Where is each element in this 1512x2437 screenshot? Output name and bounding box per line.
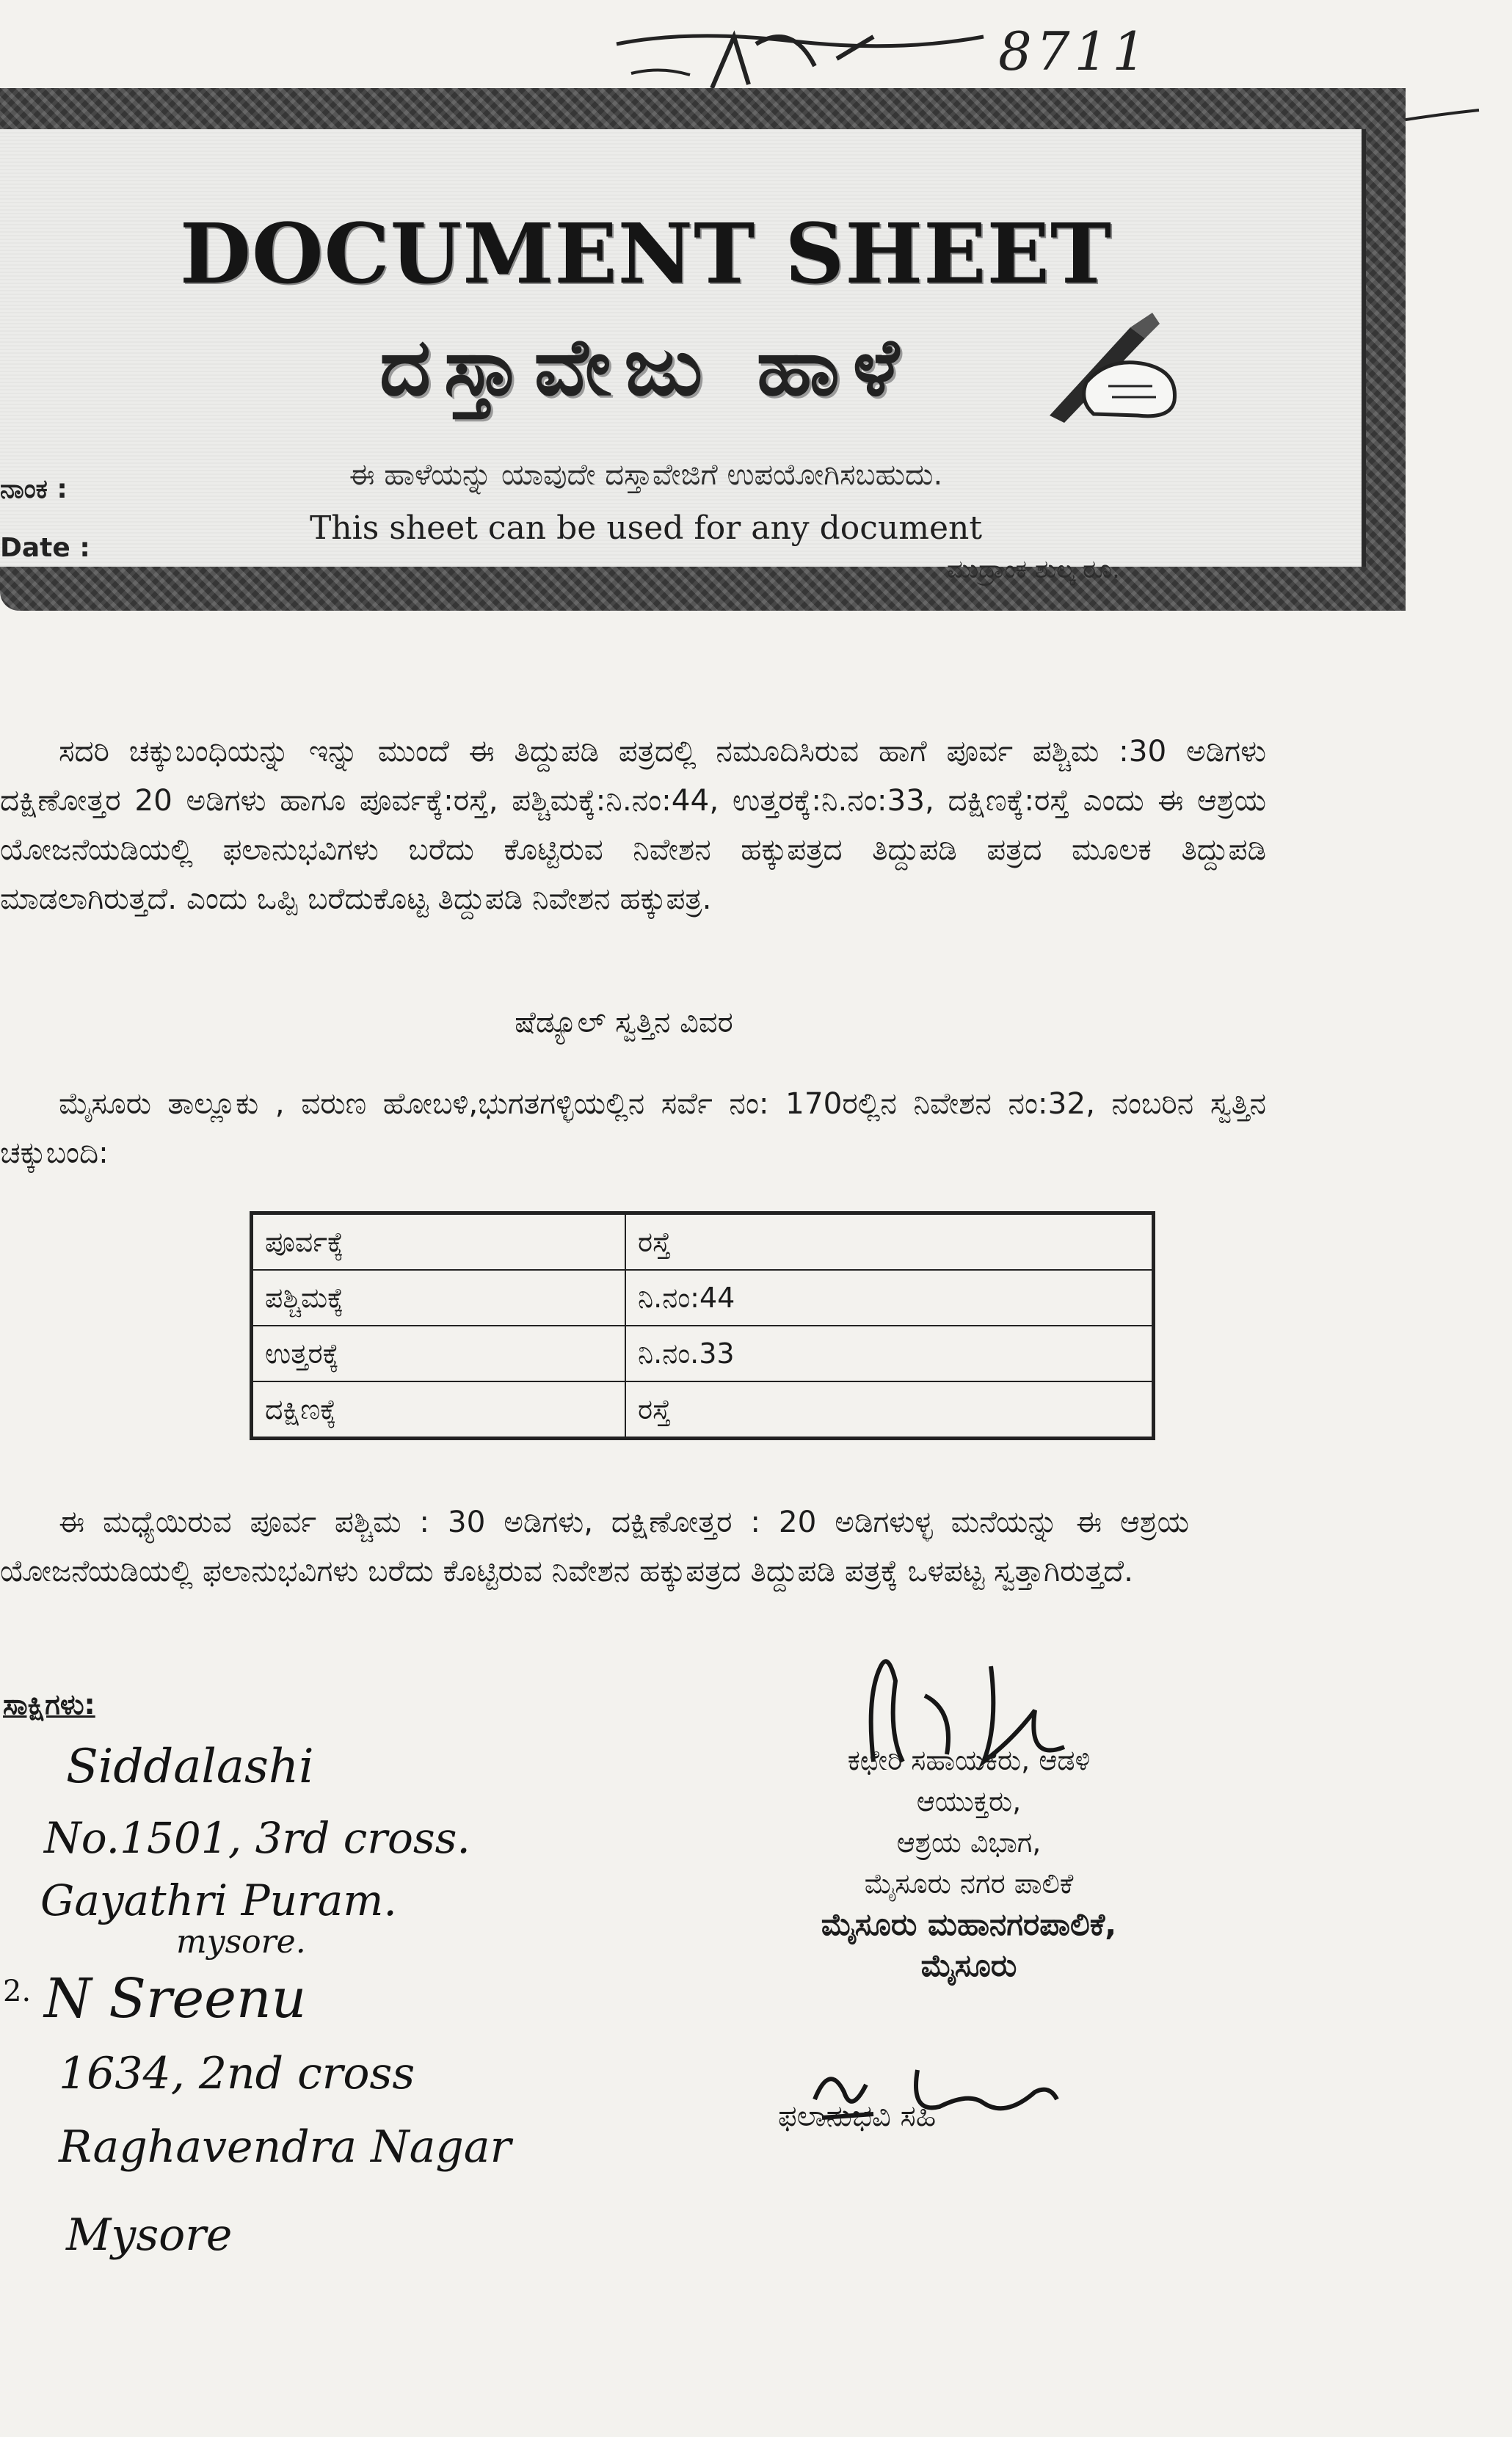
witnesses-title: ಸಾಕ್ಷಿಗಳು: [3, 1688, 95, 1721]
witness2-number: 2. [3, 1975, 32, 2008]
officer-line: ಮೈಸೂರು ನಗರ ಪಾಲಿಕೆ [864, 1867, 1074, 1900]
paragraph-property-location: ಮೈಸೂರು ತಾಲ್ಲೂಕು , ವರುಣ ಹೋಬಳಿ,ಭುಗತಗಳ್ಳಿಯಲ್ಲಿನ ಸರ್ವೆ ನಂ: 170ರಲ್ಲಿನ ನಿವೇಶನ ನಂ:32, ನಂಬರಿನ ಸ್ವತ್ತಿನ ಚಕ್ಕುಬಂದಿ: [0, 1086, 1266, 1170]
boundary-value: ನಿ.ನಂ.33 [625, 1326, 1152, 1381]
banner-note-english: This sheet can be used for any document [309, 509, 983, 547]
witness2-address-line: Raghavendra Nagar [59, 2121, 512, 2173]
date-label-kannada: ನಾಂಕ : [0, 474, 68, 504]
table-row [252, 1270, 1152, 1326]
boundary-direction: ಪಶ್ಚಿಮಕ್ಕೆ [252, 1270, 625, 1326]
witness1-address-line: Gayathri Puram. [40, 1875, 397, 1925]
boundary-direction: ಉತ್ತರಕ್ಕೆ [252, 1326, 625, 1381]
officer-line: ಕಛೇರಿ ಸಹಾಯಕರು, ಆಡಳಿ [847, 1744, 1091, 1776]
officer-line: ಮೈಸೂರು ಮಹಾನಗರಪಾಲಿಕೆ, [821, 1906, 1117, 1942]
table-row [252, 1326, 1152, 1381]
beneficiary-signature-label: ಫಲಾನುಭವಿ ಸಹಿ [778, 2099, 937, 2133]
boundary-direction: ದಕ್ಷಿಣಕ್ಕೆ [252, 1381, 625, 1437]
table-row [252, 1214, 1152, 1270]
paragraph-correction: ಸದರಿ ಚಕ್ಕುಬಂಧಿಯನ್ನು ಇನ್ನು ಮುಂದೆ ಈ ತಿದ್ದುಪಡಿ ಪತ್ರದಲ್ಲಿ ನಮೂದಿಸಿರುವ ಹಾಗೆ ಪೂರ್ವ ಪಶ್ಚಿಮ :30 ಅಡಿಗಳು ದಕ್ಷಿಣೋತ್ತರ 20 ಅಡಿಗಳು ಹಾಗೂ ಪೂರ್ವಕ್ಕೆ:ರಸ್ತೆ, ಪಶ್ಚಿಮಕ್ಕೆ:ನಿ.ನಂ:44, ಉತ್ತರಕ್ಕೆ:ನಿ.ನಂ:33, ದಕ್ಷಿಣಕ್ಕೆ:ರಸ್ತೆ ಎಂದು ಈ ಆಶ್ರಯ ಯೋಜನೆಯಡಿಯಲ್ಲಿ ಫಲಾನುಭವಿಗಳು ಬರೆದು ಕೊಟ್ಟಿರುವ ನಿವೇಶನ ಹಕ್ಕುಪತ್ರದ ತಿದ್ದುಪಡಿ ಪತ್ರದ ಮೂಲಕ ತಿದ್ದುಪಡಿ ಮಾಡಲಾಗಿರುತ್ತದೆ. ಎಂದು ಒಪ್ಪಿ ಬರೆದುಕೊಟ್ಟ ತಿದ್ದುಪಡಿ ನಿವೇಶನ ಹಕ್ಕುಪತ್ರ. [0, 733, 1266, 916]
boundary-value: ರಸ್ತೆ [625, 1381, 1152, 1437]
document-sheet-banner [0, 88, 1406, 611]
witness1-address-line: mysore. [176, 1923, 306, 1961]
officer-line: ಮೈಸೂರು [920, 1947, 1017, 1983]
schedule-heading: ಷೆಡ್ಯೂಲ್ ಸ್ವತ್ತಿನ ವಿವರ [515, 1006, 733, 1039]
pen-in-hand-icon [1042, 313, 1182, 423]
paragraph-property-summary: ಈ ಮಧ್ಯೆಯಿರುವ ಪೂರ್ವ ಪಶ್ಚಿಮ : 30 ಅಡಿಗಳು, ದಕ್ಷಿಣೋತ್ತರ : 20 ಅಡಿಗಳುಳ್ಳ ಮನೆಯನ್ನು ಈ ಆಶ್ರಯ ಯೋಜನೆಯಡಿಯಲ್ಲಿ ಫಲಾನುಭವಿಗಳು ಬರೆದು ಕೊಟ್ಟಿರುವ ನಿವೇಶನ ಹಕ್ಕುಪತ್ರದ ತಿದ್ದುಪಡಿ ಪತ್ರಕ್ಕೆ ಒಳಪಟ್ಟ ಸ್ವತ್ತಾಗಿರುತ್ತದೆ. [0, 1504, 1189, 1588]
date-label-english: Date : [0, 533, 90, 563]
banner-title-kannada: ದಸ್ತಾವೇಜು ಹಾಳೆ [379, 322, 912, 413]
banner-note-kannada: ಈ ಹಾಳೆಯನ್ನು ಯಾವುದೇ ದಸ್ತಾವೇಜಿಗೆ ಉಪಯೋಗಿಸಬಹುದು. [349, 458, 943, 492]
witness1-name: Siddalashi [66, 1740, 314, 1794]
boundary-direction: ಪೂರ್ವಕ್ಕೆ [252, 1214, 625, 1270]
top-reference-number: 8711 [998, 21, 1151, 82]
witness2-address-line: Mysore [66, 2209, 233, 2261]
stamp-duty-label: ಮುದ್ರಾಂಕ ಶುಲ್ಕ ರೂ. [947, 555, 1120, 584]
officer-line: ಆಯುಕ್ತರು, [916, 1785, 1022, 1817]
witness1-address-line: No.1501, 3rd cross. [44, 1813, 470, 1863]
boundary-value: ರಸ್ತೆ [625, 1214, 1152, 1270]
banner-title-english: DOCUMENT SHEET [179, 206, 1113, 302]
banner-panel [0, 129, 1366, 584]
witness2-name: N Sreenu [44, 1967, 307, 2030]
table-row [252, 1381, 1152, 1437]
boundary-value: ನಿ.ನಂ:44 [625, 1270, 1152, 1326]
boundary-table [250, 1211, 1155, 1440]
witness2-address-line: 1634, 2nd cross [59, 2048, 415, 2099]
officer-line: ಆಶ್ರಯ ವಿಭಾಗ, [896, 1826, 1042, 1859]
officer-seal [734, 1740, 1204, 1986]
